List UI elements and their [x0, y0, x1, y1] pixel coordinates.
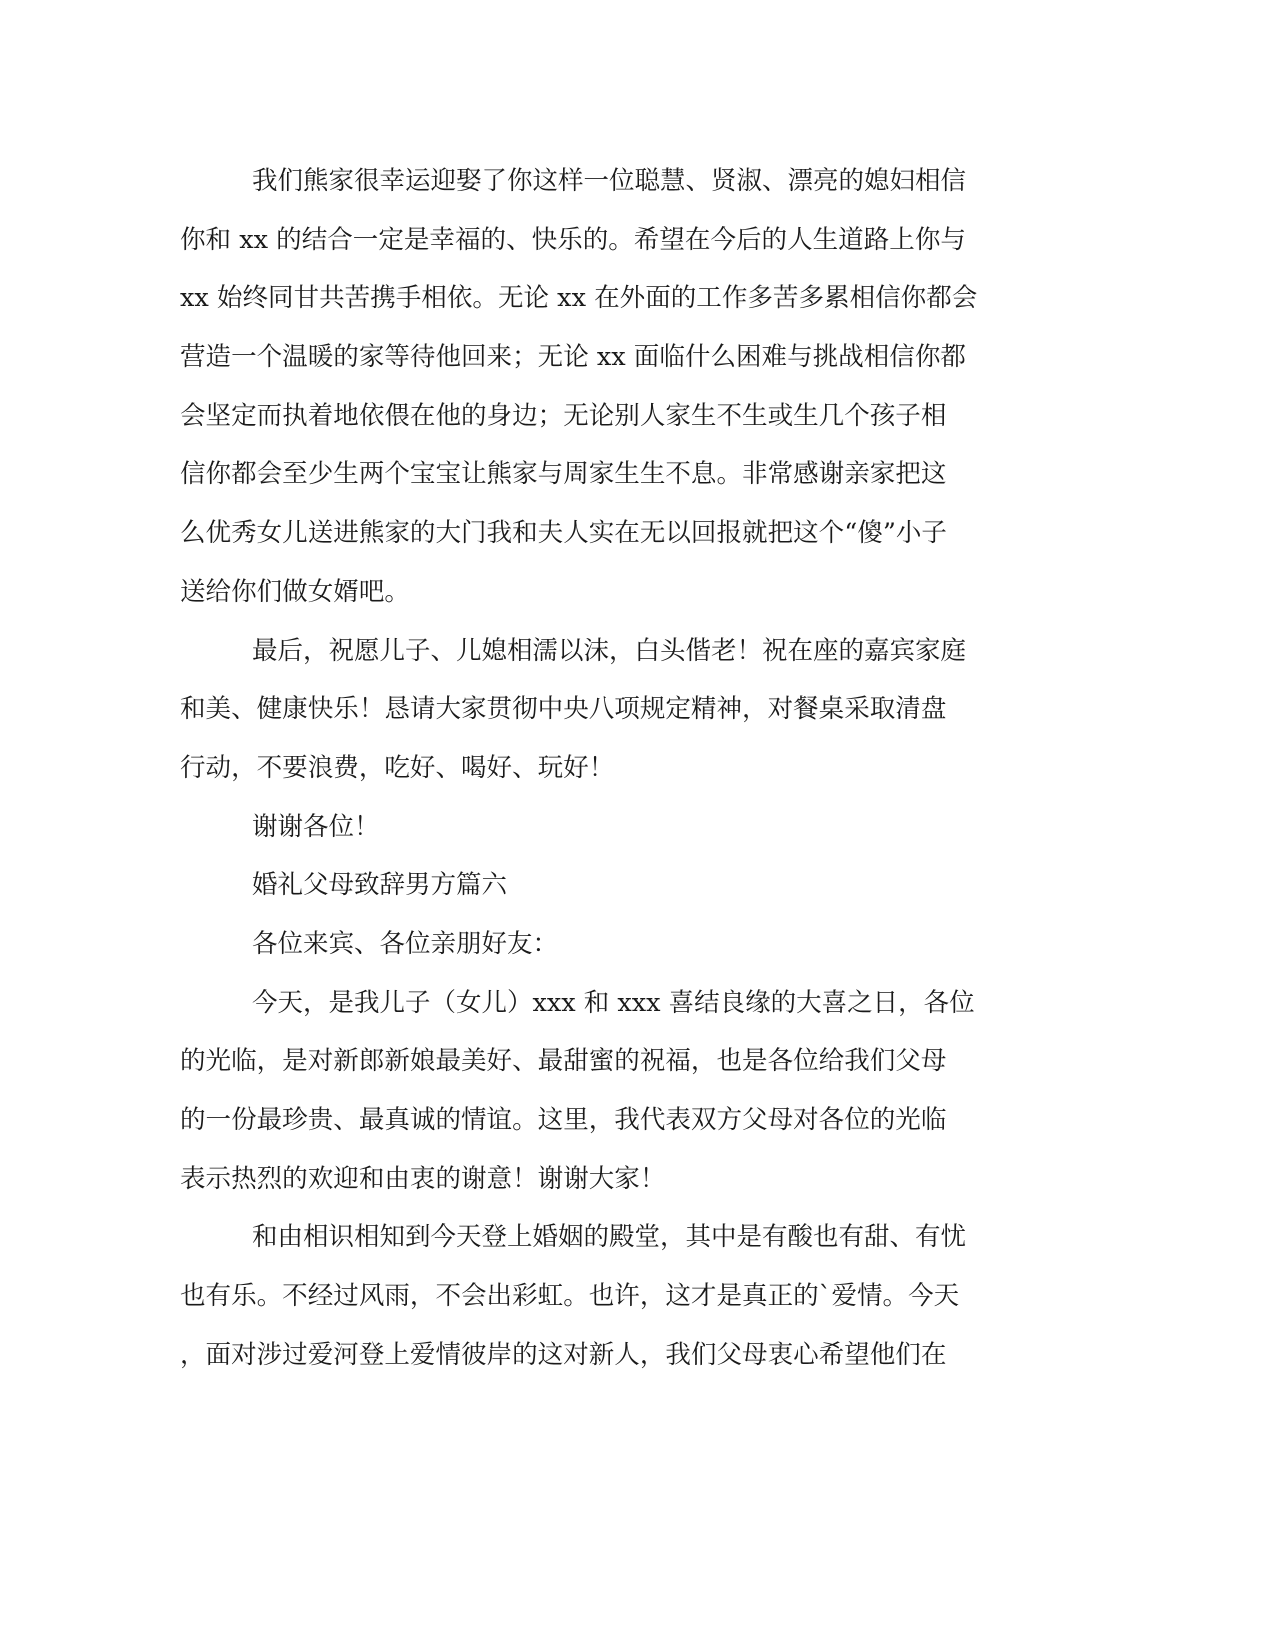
text-line: ，面对涉过爱河登上爱情彼岸的这对新人，我们父母衷心希望他们在 — [180, 1339, 947, 1370]
text-line: 我们熊家很幸运迎娶了你这样一位聪慧、贤淑、漂亮的媳妇相信 — [252, 166, 967, 196]
text-line: 信你都会至少生两个宝宝让熊家与周家生生不息。非常感谢亲家把这 — [180, 459, 947, 490]
text-line: 和美、健康快乐！恳请大家贯彻中央八项规定精神，对餐桌采取清盘 — [180, 694, 947, 725]
text-line: xx 始终同甘共苦携手相依。无论 xx 在外面的工作多苦多累相信你都会 — [180, 283, 978, 314]
text-line: 最后，祝愿儿子、儿媳相濡以沫，白头偕老！祝在座的嘉宾家庭 — [252, 635, 967, 666]
text-line: 么优秀女儿送进熊家的大门我和夫人实在无以回报就把这个“傻”小子 — [180, 518, 947, 549]
text-line: 谢谢各位！ — [252, 811, 380, 842]
text-line: 行动，不要浪费，吃好、喝好、玩好！ — [180, 752, 615, 783]
text-line: 和由相识相知到今天登上婚姻的殿堂，其中是有酸也有甜、有忧 — [252, 1222, 967, 1253]
text-line: 今天，是我儿子（女儿）xxx 和 xxx 喜结良缘的大喜之日，各位 — [252, 987, 975, 1018]
body-text — [180, 152, 1040, 1384]
text-line: 的光临，是对新郎新娘最美好、最甜蜜的祝福，也是各位给我们父母 — [180, 1046, 947, 1077]
text-line: 也有乐。不经过风雨，不会出彩虹。也许，这才是真正的`爱情。今天 — [180, 1281, 960, 1312]
text-line: 的一份最珍贵、最真诚的情谊。这里，我代表双方父母对各位的光临 — [180, 1105, 947, 1135]
text-line: 你和 xx 的结合一定是幸福的、快乐的。希望在今后的人生道路上你与 — [180, 224, 966, 255]
text-line: 营造一个温暖的家等待他回来；无论 xx 面临什么困难与挑战相信你都 — [180, 342, 966, 373]
text-line: 表示热烈的欢迎和由衷的谢意！谢谢大家！ — [180, 1163, 666, 1194]
text-line: 婚礼父母致辞男方篇六 — [252, 870, 508, 901]
text-line: 各位来宾、各位亲朋好友： — [252, 928, 559, 959]
text-line: 送给你们做女婿吧。 — [180, 576, 410, 607]
text-line: 会坚定而执着地依偎在他的身边；无论别人家生不生或生几个孩子相 — [180, 400, 947, 431]
